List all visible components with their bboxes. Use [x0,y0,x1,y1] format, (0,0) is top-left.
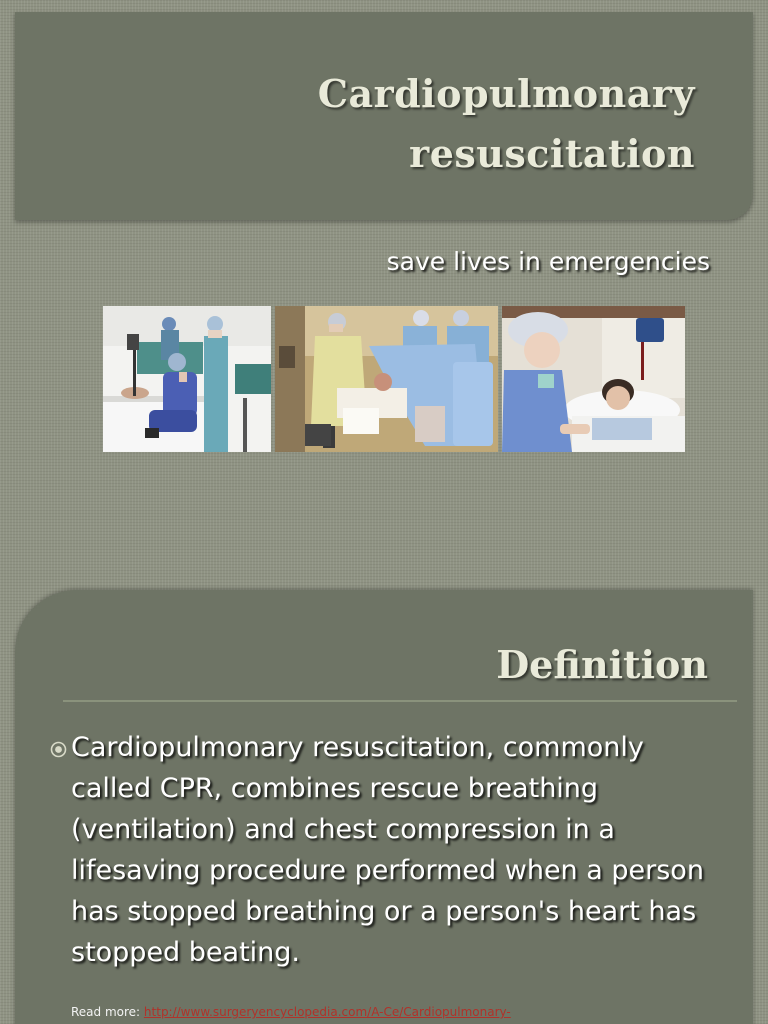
surgery-team-photo [103,306,271,452]
bullet-circle-icon [50,741,67,758]
nurse-patient-photo [502,306,685,452]
delivery-room-photo [275,306,498,452]
definition-text: Cardiopulmonary resuscitation, commonly called CPR, combines rescue breathing (ventilation) and chest compression in a lifesaving procedure performed when a person has stopped breathing or a person's heart has stopped beating. [71,732,704,968]
slide-subtitle: save lives in emergencies [386,247,710,276]
read-more-label: Read more: [71,1005,141,1019]
definition-heading: Definition [496,642,708,687]
title-panel [15,12,753,220]
read-more-line [71,1005,511,1019]
slide-2 [0,585,768,1024]
slide-title-line-1: Cardiopulmonary [317,71,695,116]
slide-title [318,64,695,184]
heading-divider [63,700,737,702]
slide-title-line-2: resuscitation [409,131,695,176]
read-more-link[interactable]: http://www.surgeryencyclopedia.com/A-Ce/Cardiopulmonary- [143,1005,511,1019]
